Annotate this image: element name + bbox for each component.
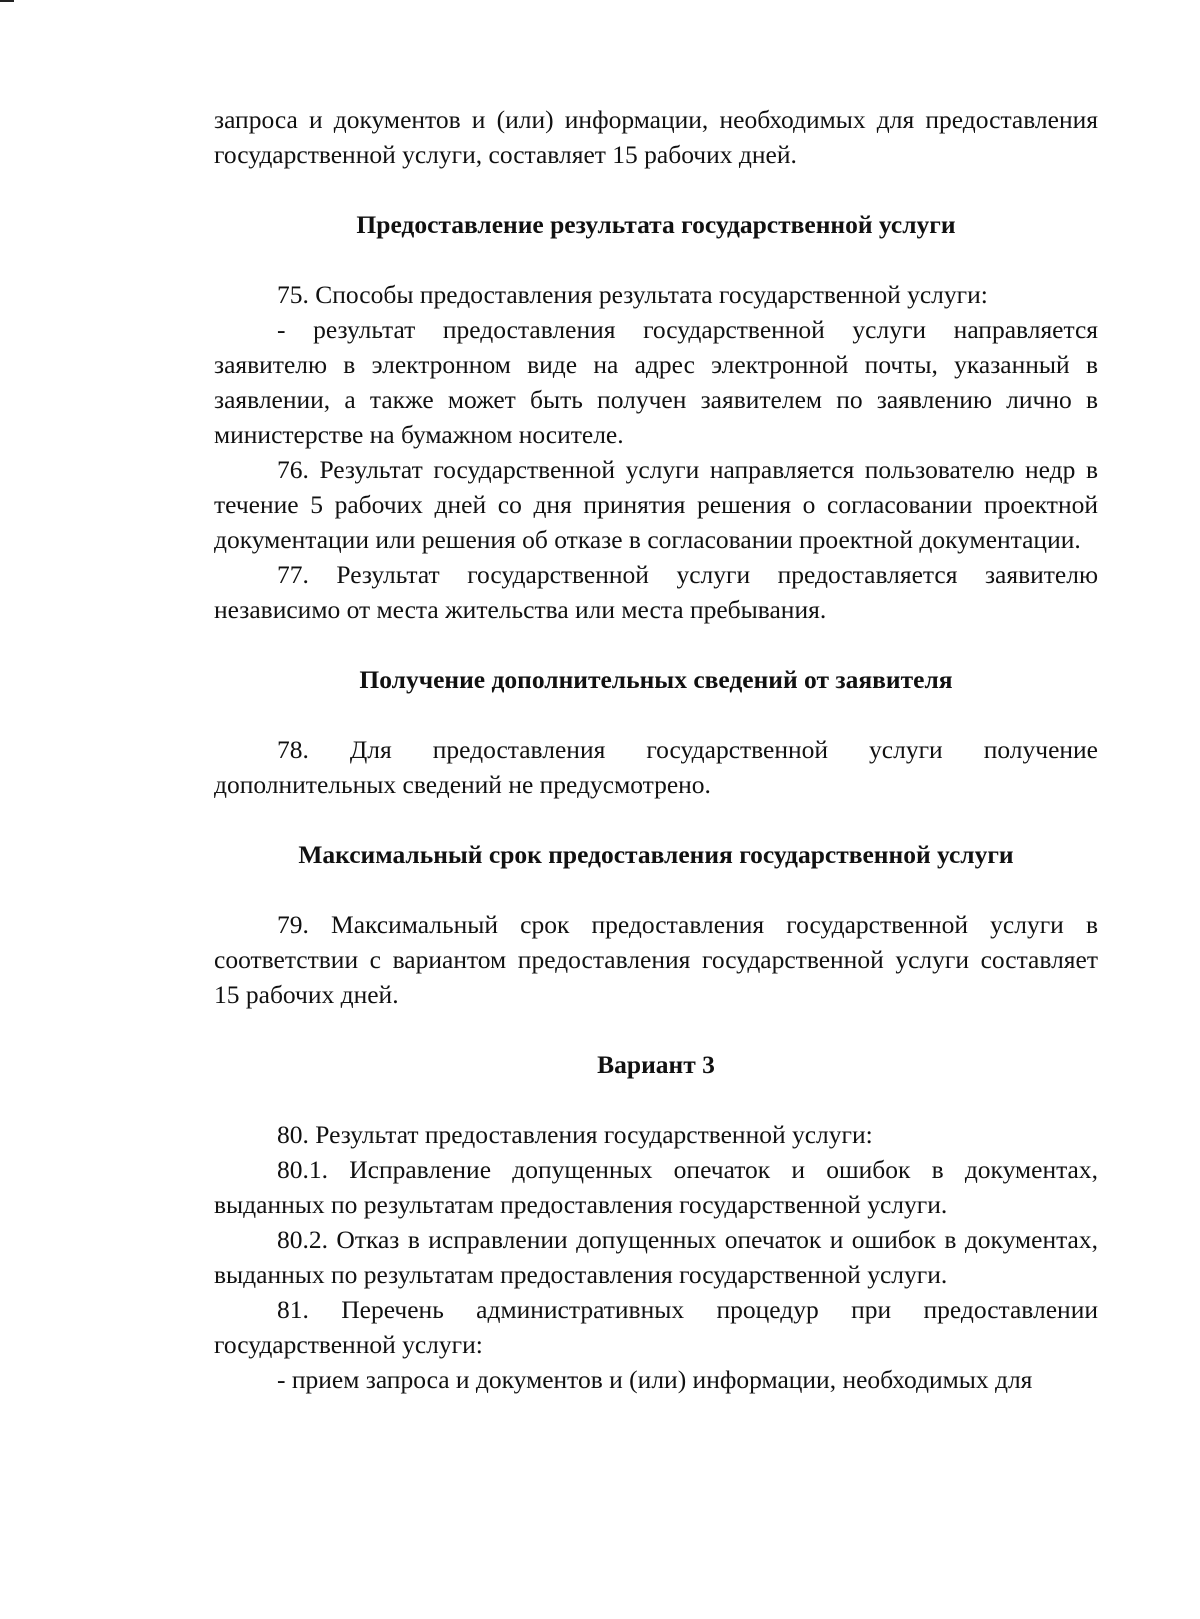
paragraph-spacer — [214, 802, 1098, 837]
section-heading-1: Предоставление результата государственной услуги — [356, 210, 956, 239]
paragraph-spacer — [214, 242, 1098, 277]
paragraph-spacer — [214, 697, 1098, 732]
body-paragraph-4: 76. Результат государственной услуги направляется пользователю недр в течение 5 рабочих дней со дня принятия решения о согласовании проектной документации или решения об отказе в согласовании проектной документации. — [214, 455, 1098, 554]
paragraph-spacer — [214, 1012, 1098, 1047]
body-paragraph-2: 75. Способы предоставления результата государственной услуги: — [277, 280, 988, 309]
body-paragraph-10: 80.2. Отказ в исправлении допущенных опечаток и ошибок в документах, выданных по результатам предоставления государственной услуги. — [214, 1225, 1098, 1289]
paragraph-spacer — [214, 172, 1098, 207]
body-paragraph-3: - результат предоставления государственной услуги направляется заявителю в электронном виде на адрес электронной почты, указанный в заявлении, а также может быть получен заявителем по заявлению лично в министерстве на бумажном носителе. — [214, 315, 1098, 449]
paragraph-spacer — [214, 872, 1098, 907]
paragraph-spacer — [214, 1082, 1098, 1117]
body-paragraph-7: 79. Максимальный срок предоставления государственной услуги в соответствии с вариантом предоставления государственной услуги составляет 15 рабочих дней. — [214, 910, 1098, 1009]
body-paragraph-12: - прием запроса и документов и (или) информации, необходимых для — [277, 1365, 1033, 1394]
section-heading-4: Вариант 3 — [597, 1050, 715, 1079]
body-paragraph-9: 80.1. Исправление допущенных опечаток и ошибок в документах, выданных по результатам предоставления государственной услуги. — [214, 1155, 1098, 1219]
body-paragraph-6: 78. Для предоставления государственной услуги получение дополнительных сведений не предусмотрено. — [214, 735, 1098, 799]
body-paragraph-11: 81. Перечень административных процедур при предоставлении государственной услуги: — [214, 1295, 1098, 1359]
body-paragraph-1: запроса и документов и (или) информации, необходимых для предоставления государственной услуги, составляет 15 рабочих дней. — [214, 105, 1098, 169]
paragraph-spacer — [214, 627, 1098, 662]
body-paragraph-5: 77. Результат государственной услуги предоставляется заявителю независимо от места жительства или места пребывания. — [214, 560, 1098, 624]
body-paragraph-8: 80. Результат предоставления государственной услуги: — [277, 1120, 873, 1149]
scan-corner-mark — [0, 0, 14, 2]
section-heading-2: Получение дополнительных сведений от заявителя — [359, 665, 953, 694]
document-page — [214, 102, 1098, 1397]
section-heading-3: Максимальный срок предоставления государственной услуги — [298, 840, 1014, 869]
